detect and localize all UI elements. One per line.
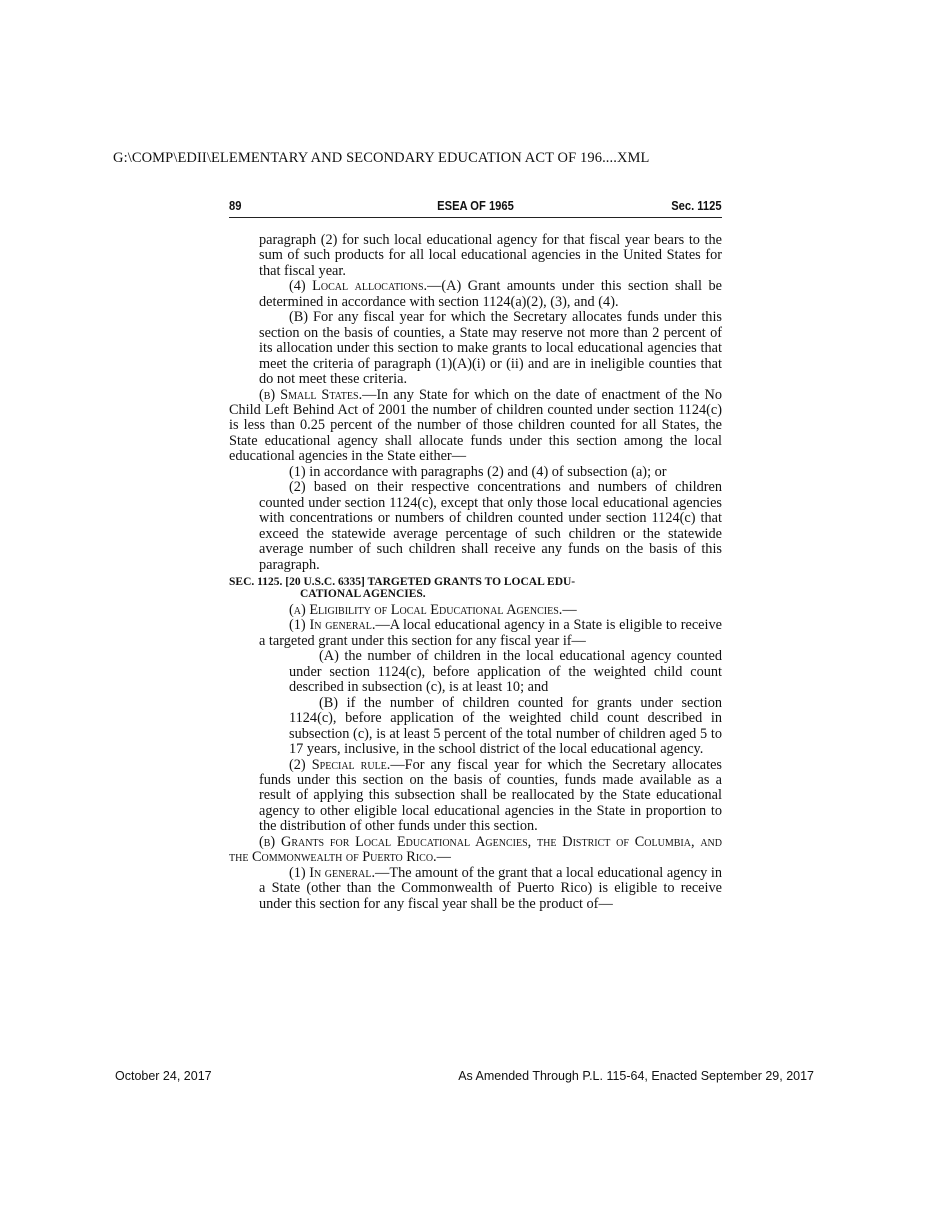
running-head bbox=[229, 197, 722, 218]
paragraph-text: — bbox=[562, 601, 577, 618]
paragraph-item-1: (1) in accordance with paragraphs (2) and (4) of subsection (a); or bbox=[289, 463, 667, 480]
paragraph-heading: (2) Special rule. bbox=[289, 756, 391, 773]
paragraph-small-states bbox=[229, 388, 722, 465]
paragraph-a1-B: (B) if the number of children counted for grants under section 1124(c), before application of the weighted child count described in subsection (c), is at least 5 percent of the total number of children aged 5 to 17 years, inclusive, in the school district of the local educational agency. bbox=[289, 694, 722, 758]
paragraph-b1-in-general bbox=[229, 866, 722, 912]
paragraph-b-county-allocation: (B) For any fiscal year for which the Secretary allocates funds under this section on the basis of counties, a State may reserve not more than 2 percent of its allocation under this section to make grants to local educational agencies that meet the criteria of paragraph (1)(A)(i) or (ii) and are in ineligible counties that do not meet these criteria. bbox=[259, 309, 722, 388]
paragraph-text: —(A) Grant amounts under this section shall be determined in accordance with section 1124(a)(2), (3), and (4). bbox=[259, 278, 722, 310]
paragraph-item-2: (2) based on their respective concentrations and numbers of children counted under section 1124(c), except that only those local educational agencies with concentrations or numbers of children counted under section 1124(c) that exceed the statewide average percentage of such children or the statewide average number of such children shall receive any funds on the basis of this paragraph. bbox=[259, 479, 722, 573]
paragraph-heading: (4) Local allocations. bbox=[289, 278, 428, 295]
paragraph-heading: (b) Small States. bbox=[259, 386, 363, 403]
paragraph-local-allocations bbox=[229, 279, 722, 310]
paragraph-a-eligibility bbox=[229, 603, 722, 618]
section-heading bbox=[229, 576, 722, 601]
paragraph-text: —For any fiscal year for which the Secretary allocates funds under this section on the basis of counties, funds made available as a result of applying this subsection shall be reallocated by the State educational agency to other eligible local educational agencies in the State in proportion to the distribution of other funds under this section. bbox=[259, 756, 722, 835]
paragraph-text: —In any State for which on the date of enactment of the No Child Left Behind Act of 2001 the number of children counted under section 1124(c) is less than 0.25 percent of the number of those children counted for all States, the State educational agency shall allocate funds under this section among the local educational agencies in the State either— bbox=[229, 386, 722, 465]
paragraph-heading: (a) Eligibility of Local Educational Agencies. bbox=[289, 601, 563, 618]
paragraph-text: — bbox=[436, 849, 451, 866]
paragraph-heading: (1) In general. bbox=[289, 617, 376, 634]
paragraph-text: —A local educational agency in a State is eligible to receive a targeted grant under this section for any fiscal year if— bbox=[259, 617, 722, 649]
paragraph-heading: (1) In general. bbox=[289, 864, 376, 881]
paragraph-heading: (b) Grants for Local Educational Agencies, the District of Columbia, and the Commonwealth of Puerto Rico. bbox=[229, 833, 722, 866]
footer-amendment-note: As Amended Through P.L. 115-64, Enacted September 29, 2017 bbox=[458, 1069, 814, 1083]
paragraph-a1-A: (A) the number of children in the local educational agency counted under section 1124(c), before application of the weighted child count described in subsection (c), is at least 10; and bbox=[289, 648, 722, 696]
paragraph-continuation: paragraph (2) for such local educational agency for that fiscal year bears to the sum of such products for all local educational agencies in the United States for that fiscal year. bbox=[259, 232, 722, 279]
paragraph-a1-in-general bbox=[229, 618, 722, 649]
paragraph-a2-special-rule bbox=[229, 758, 722, 835]
section-heading-line-2: CATIONAL AGENCIES. bbox=[300, 588, 426, 601]
document-body bbox=[229, 233, 722, 912]
act-title: ESEA OF 1965 bbox=[437, 198, 514, 213]
section-label: Sec. 1125 bbox=[671, 198, 722, 213]
footer-date: October 24, 2017 bbox=[115, 1069, 212, 1083]
page-number: 89 bbox=[229, 198, 242, 213]
section-heading-line-1: SEC. 1125. [20 U.S.C. 6335] TARGETED GRANTS TO LOCAL EDU- bbox=[229, 575, 576, 588]
paragraph-b-grants bbox=[229, 835, 722, 866]
file-path-header: G:\COMP\EDII\ELEMENTARY AND SECONDARY EDUCATION ACT OF 196....XML bbox=[113, 150, 650, 166]
paragraph-text: —The amount of the grant that a local educational agency in a State (other than the Commonwealth of Puerto Rico) is eligible to receive under this section for any fiscal year shall be the product of— bbox=[259, 864, 723, 912]
